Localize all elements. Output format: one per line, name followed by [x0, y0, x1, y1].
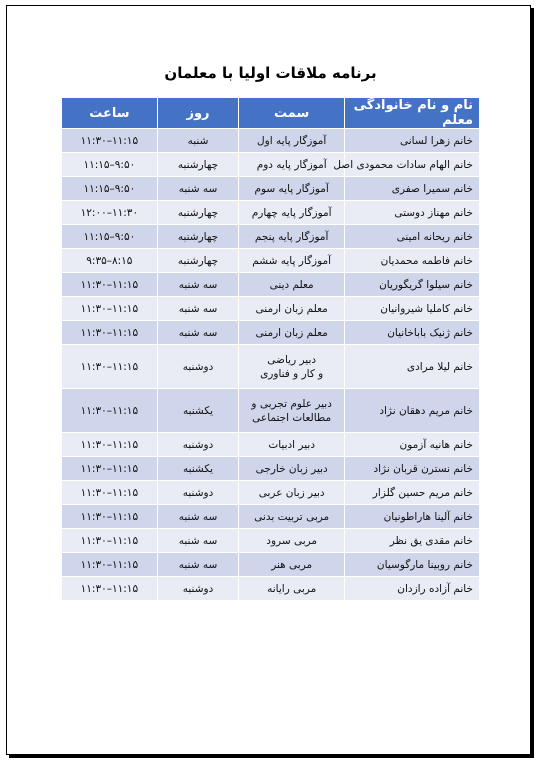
day-cell: سه شنبه: [157, 529, 239, 553]
day-cell: چهارشنبه: [157, 249, 239, 273]
subject-cell: [239, 433, 345, 457]
table-row: [62, 457, 480, 481]
subject-line: معلم دینی: [269, 278, 314, 291]
teacher-name-cell: خانم مریم حسین گلزار: [345, 481, 480, 505]
subject-cell: [239, 481, 345, 505]
time-cell: ۱۱:۱۵–۱۱:۳۰: [62, 553, 158, 577]
day-cell: سه شنبه: [157, 297, 239, 321]
teacher-name-cell: خانم مریم دهقان نژاد: [345, 389, 480, 433]
time-cell: ۱۱:۱۵–۱۱:۳۰: [62, 345, 158, 389]
subject-cell: [239, 577, 345, 601]
table-body: [62, 129, 480, 601]
subject-line: و کار و فناوری: [260, 367, 324, 380]
subject-cell: [239, 249, 345, 273]
table-row: [62, 389, 480, 433]
day-cell: سه شنبه: [157, 273, 239, 297]
table-header-row: [62, 98, 480, 129]
subject-cell: [239, 297, 345, 321]
subject-line: دبیر ریاضی: [267, 353, 317, 366]
subject-line: معلم زبان ارمنی: [255, 302, 328, 315]
day-cell: چهارشنبه: [157, 153, 239, 177]
table-row: [62, 481, 480, 505]
time-cell: ۱۱:۱۵–۱۱:۳۰: [62, 433, 158, 457]
table-row: [62, 153, 480, 177]
subject-cell: [239, 457, 345, 481]
time-cell: ۱۱:۱۵–۱۱:۳۰: [62, 505, 158, 529]
time-cell: ۱۱:۱۵–۱۱:۳۰: [62, 529, 158, 553]
table-row: [62, 201, 480, 225]
teacher-name-cell: خانم مهناز دوستی: [345, 201, 480, 225]
day-cell: چهارشنبه: [157, 201, 239, 225]
time-cell: ۹:۵۰–۱۱:۱۵: [62, 225, 158, 249]
subject-line: دبیر علوم تجربی و: [251, 397, 332, 410]
day-cell: سه شنبه: [157, 321, 239, 345]
table-row: [62, 529, 480, 553]
time-cell: ۸:۱۵–۹:۳۵: [62, 249, 158, 273]
day-cell: دوشنبه: [157, 433, 239, 457]
table-row: [62, 273, 480, 297]
time-cell: ۱۱:۳۰–۱۲:۰۰: [62, 201, 158, 225]
subject-cell: [239, 553, 345, 577]
subject-line: مربی هنر: [271, 558, 313, 571]
subject-cell: [239, 225, 345, 249]
table-row: [62, 129, 480, 153]
teacher-name-cell: خانم آلینا هاراطونیان: [345, 505, 480, 529]
subject-line: دبیر ادبیات: [268, 438, 315, 451]
table-row: [62, 577, 480, 601]
day-cell: سه شنبه: [157, 553, 239, 577]
time-cell: ۱۱:۱۵–۱۱:۳۰: [62, 389, 158, 433]
subject-line: مربی تربیت بدنی: [254, 510, 330, 523]
teacher-name-cell: خانم ژنیک باباخانیان: [345, 321, 480, 345]
day-cell: یکشنبه: [157, 457, 239, 481]
subject-line: آموزگار پایه پنجم: [254, 230, 329, 243]
subject-line: مربی سرود: [266, 534, 318, 547]
day-cell: دوشنبه: [157, 577, 239, 601]
table-row: [62, 433, 480, 457]
subject-cell: [239, 177, 345, 201]
subject-line: دبیر زبان خارجی: [255, 462, 328, 475]
day-cell: سه شنبه: [157, 505, 239, 529]
teacher-name-cell: خانم روبینا مارگوسیان: [345, 553, 480, 577]
subject-line: آموزگار پایه ششم: [252, 254, 332, 267]
day-cell: دوشنبه: [157, 345, 239, 389]
teacher-name-cell: خانم کاملیا شیروانیان: [345, 297, 480, 321]
teacher-name-cell: خانم لیلا مرادی: [345, 345, 480, 389]
teacher-name-cell: خانم هانیه آزمون: [345, 433, 480, 457]
time-cell: ۱۱:۱۵–۱۱:۳۰: [62, 481, 158, 505]
time-cell: ۱۱:۱۵–۱۱:۳۰: [62, 457, 158, 481]
time-cell: ۹:۵۰–۱۱:۱۵: [62, 153, 158, 177]
subject-cell: [239, 505, 345, 529]
time-cell: ۱۱:۱۵–۱۱:۳۰: [62, 273, 158, 297]
subject-line: آموزگار پایه اول: [257, 134, 327, 147]
teacher-name-cell: خانم سمیرا صفری: [345, 177, 480, 201]
table-row: [62, 177, 480, 201]
teacher-name-cell: خانم آزاده رازدان: [345, 577, 480, 601]
teacher-name-cell: خانم فاطمه محمدیان: [345, 249, 480, 273]
day-cell: سه شنبه: [157, 177, 239, 201]
time-cell: ۹:۵۰–۱۱:۱۵: [62, 177, 158, 201]
subject-cell: [239, 389, 345, 433]
table-row: [62, 321, 480, 345]
subject-cell: [239, 345, 345, 389]
subject-cell: [239, 129, 345, 153]
subject-line: مربی رایانه: [267, 582, 317, 595]
teacher-name-cell: خانم الهام سادات محمودی اصل: [345, 153, 480, 177]
meeting-schedule-table: [61, 97, 480, 601]
subject-line: مطالعات اجتماعی: [252, 411, 332, 424]
subject-cell: [239, 529, 345, 553]
subject-line: دبیر زبان عربی: [258, 486, 325, 499]
teacher-name-cell: خانم مقدی یق نظر: [345, 529, 480, 553]
day-cell: شنبه: [157, 129, 239, 153]
teacher-name-cell: خانم نسترن قربان نژاد: [345, 457, 480, 481]
subject-line: آموزگار پایه دوم: [256, 158, 327, 171]
day-cell: دوشنبه: [157, 481, 239, 505]
time-cell: ۱۱:۱۵–۱۱:۳۰: [62, 577, 158, 601]
subject-cell: [239, 201, 345, 225]
table-row: [62, 225, 480, 249]
day-cell: یکشنبه: [157, 389, 239, 433]
table-row: [62, 297, 480, 321]
day-cell: چهارشنبه: [157, 225, 239, 249]
subject-cell: [239, 153, 345, 177]
teacher-name-cell: خانم ریحانه امینی: [345, 225, 480, 249]
time-cell: ۱۱:۱۵–۱۱:۳۰: [62, 129, 158, 153]
table-row: [62, 505, 480, 529]
table-row: [62, 249, 480, 273]
teacher-name-cell: خانم سیلوا گریگوریان: [345, 273, 480, 297]
subject-line: معلم زبان ارمنی: [255, 326, 328, 339]
header-name: نام و نام خانوادگی معلم: [345, 98, 480, 129]
subject-line: آموزگار پایه چهارم: [251, 206, 332, 219]
subject-cell: [239, 321, 345, 345]
table-row: [62, 345, 480, 389]
header-subject: سمت: [239, 98, 345, 129]
header-day: روز: [157, 98, 239, 129]
time-cell: ۱۱:۱۵–۱۱:۳۰: [62, 297, 158, 321]
subject-cell: [239, 273, 345, 297]
document-title: برنامه ملاقات اولیا با معلمان: [164, 64, 377, 82]
header-time: ساعت: [62, 98, 158, 129]
table-row: [62, 553, 480, 577]
time-cell: ۱۱:۱۵–۱۱:۳۰: [62, 321, 158, 345]
subject-line: آموزگار پایه سوم: [254, 182, 329, 195]
teacher-name-cell: خانم زهرا لسانی: [345, 129, 480, 153]
